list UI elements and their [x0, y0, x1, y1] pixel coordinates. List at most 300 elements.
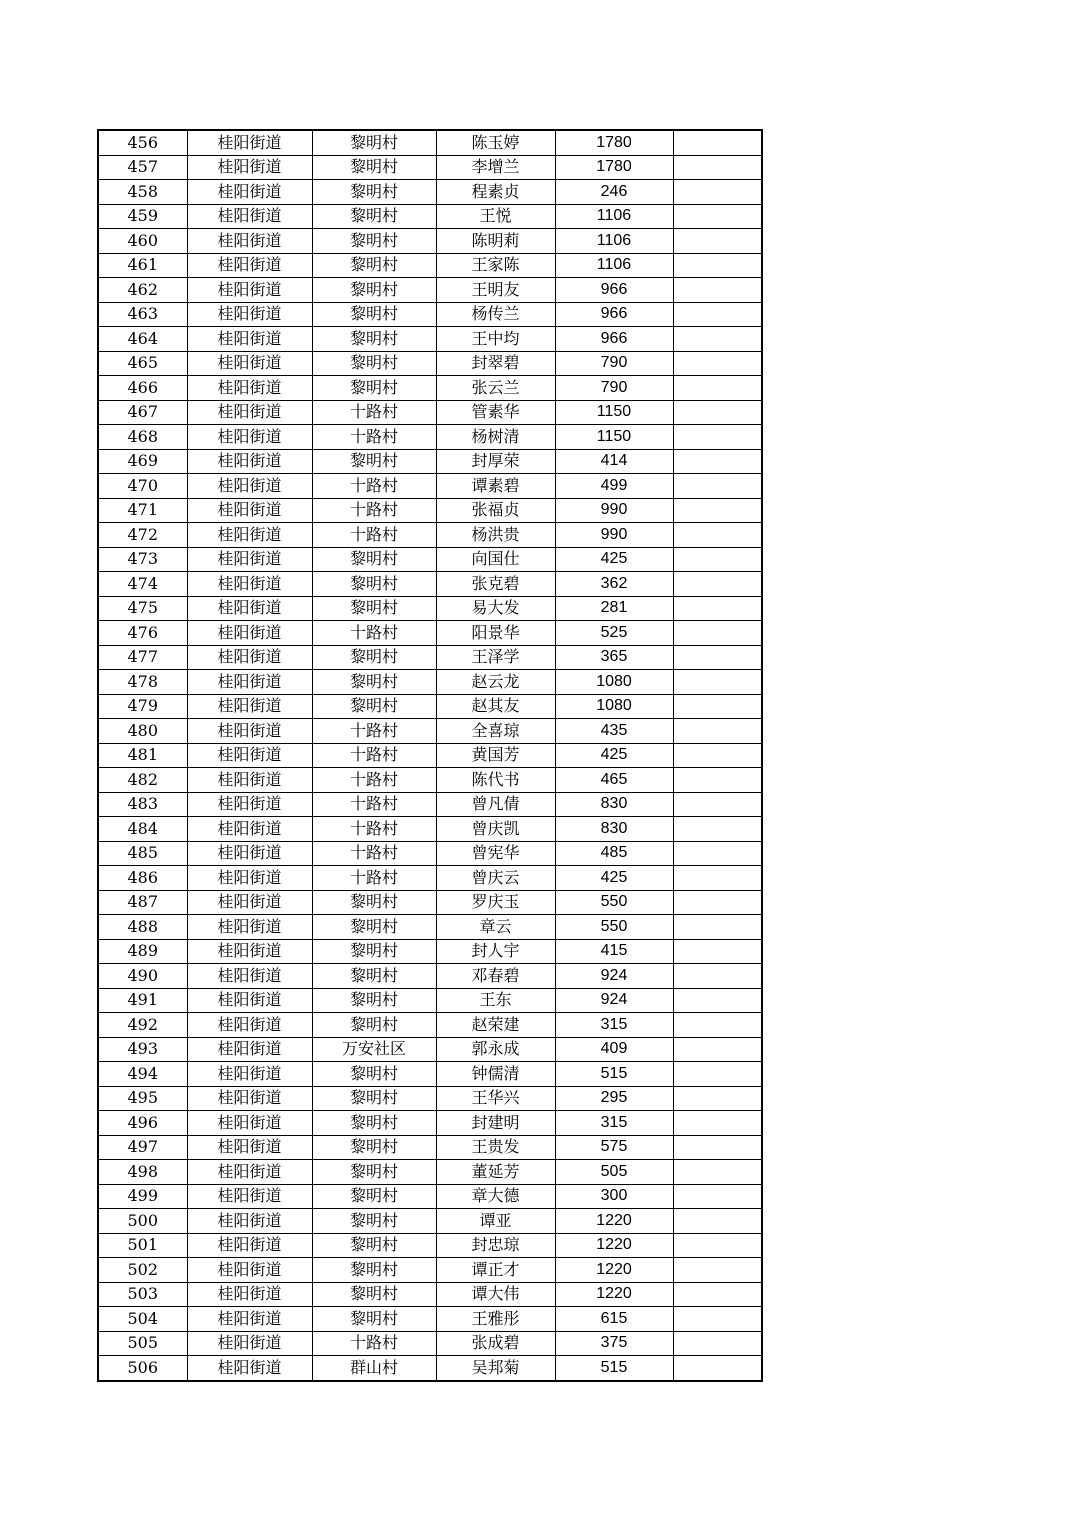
table-row [98, 988, 762, 1013]
table-row [98, 327, 762, 352]
row-number-cell: 498 [98, 1160, 187, 1185]
empty-cell [673, 1307, 762, 1332]
row-number-cell: 471 [98, 498, 187, 523]
person-name-cell: 吴邦菊 [436, 1356, 555, 1381]
empty-cell [673, 915, 762, 940]
empty-cell [673, 155, 762, 180]
table-row [98, 1184, 762, 1209]
village-cell: 黎明村 [312, 964, 436, 989]
data-table [97, 129, 763, 1382]
empty-cell [673, 180, 762, 205]
street-cell: 桂阳街道 [187, 621, 312, 646]
amount-cell: 830 [555, 817, 673, 842]
row-number-cell: 484 [98, 817, 187, 842]
amount-cell: 246 [555, 180, 673, 205]
person-name-cell: 曾宪华 [436, 841, 555, 866]
village-cell: 黎明村 [312, 1135, 436, 1160]
person-name-cell: 王中均 [436, 327, 555, 352]
table-row [98, 694, 762, 719]
amount-cell: 300 [555, 1184, 673, 1209]
table-row [98, 351, 762, 376]
person-name-cell: 陈代书 [436, 768, 555, 793]
empty-cell [673, 1013, 762, 1038]
street-cell: 桂阳街道 [187, 768, 312, 793]
empty-cell [673, 1356, 762, 1381]
street-cell: 桂阳街道 [187, 1086, 312, 1111]
street-cell: 桂阳街道 [187, 694, 312, 719]
street-cell: 桂阳街道 [187, 155, 312, 180]
village-cell: 十路村 [312, 474, 436, 499]
amount-cell: 790 [555, 351, 673, 376]
empty-cell [673, 841, 762, 866]
village-cell: 黎明村 [312, 278, 436, 303]
street-cell: 桂阳街道 [187, 523, 312, 548]
empty-cell [673, 988, 762, 1013]
person-name-cell: 王悦 [436, 204, 555, 229]
village-cell: 黎明村 [312, 253, 436, 278]
table-row [98, 204, 762, 229]
empty-cell [673, 327, 762, 352]
village-cell: 黎明村 [312, 229, 436, 254]
village-cell: 十路村 [312, 1331, 436, 1356]
amount-cell: 1150 [555, 425, 673, 450]
empty-cell [673, 768, 762, 793]
amount-cell: 315 [555, 1013, 673, 1038]
empty-cell [673, 1135, 762, 1160]
person-name-cell: 章大德 [436, 1184, 555, 1209]
person-name-cell: 谭正才 [436, 1258, 555, 1283]
table-row [98, 155, 762, 180]
street-cell: 桂阳街道 [187, 645, 312, 670]
empty-cell [673, 425, 762, 450]
village-cell: 黎明村 [312, 376, 436, 401]
empty-cell [673, 596, 762, 621]
empty-cell [673, 939, 762, 964]
person-name-cell: 王明友 [436, 278, 555, 303]
row-number-cell: 463 [98, 302, 187, 327]
row-number-cell: 482 [98, 768, 187, 793]
amount-cell: 1106 [555, 204, 673, 229]
row-number-cell: 461 [98, 253, 187, 278]
amount-cell: 1080 [555, 670, 673, 695]
amount-cell: 414 [555, 449, 673, 474]
row-number-cell: 477 [98, 645, 187, 670]
empty-cell [673, 964, 762, 989]
street-cell: 桂阳街道 [187, 253, 312, 278]
table-row [98, 130, 762, 155]
row-number-cell: 486 [98, 866, 187, 891]
village-cell: 黎明村 [312, 1282, 436, 1307]
person-name-cell: 赵荣建 [436, 1013, 555, 1038]
street-cell: 桂阳街道 [187, 180, 312, 205]
street-cell: 桂阳街道 [187, 425, 312, 450]
person-name-cell: 陈玉婷 [436, 130, 555, 155]
row-number-cell: 462 [98, 278, 187, 303]
village-cell: 黎明村 [312, 130, 436, 155]
person-name-cell: 封厚荣 [436, 449, 555, 474]
street-cell: 桂阳街道 [187, 596, 312, 621]
person-name-cell: 杨传兰 [436, 302, 555, 327]
village-cell: 黎明村 [312, 572, 436, 597]
amount-cell: 485 [555, 841, 673, 866]
amount-cell: 409 [555, 1037, 673, 1062]
row-number-cell: 495 [98, 1086, 187, 1111]
street-cell: 桂阳街道 [187, 1013, 312, 1038]
table-row [98, 278, 762, 303]
table-row [98, 645, 762, 670]
row-number-cell: 476 [98, 621, 187, 646]
village-cell: 黎明村 [312, 1160, 436, 1185]
empty-cell [673, 1331, 762, 1356]
person-name-cell: 邓春碧 [436, 964, 555, 989]
street-cell: 桂阳街道 [187, 204, 312, 229]
amount-cell: 615 [555, 1307, 673, 1332]
empty-cell [673, 792, 762, 817]
table-row [98, 400, 762, 425]
table-row [98, 1356, 762, 1381]
village-cell: 黎明村 [312, 204, 436, 229]
street-cell: 桂阳街道 [187, 719, 312, 744]
person-name-cell: 赵其友 [436, 694, 555, 719]
village-cell: 黎明村 [312, 939, 436, 964]
street-cell: 桂阳街道 [187, 229, 312, 254]
empty-cell [673, 449, 762, 474]
street-cell: 桂阳街道 [187, 572, 312, 597]
village-cell: 黎明村 [312, 915, 436, 940]
person-name-cell: 封建明 [436, 1111, 555, 1136]
table-row [98, 523, 762, 548]
amount-cell: 1220 [555, 1233, 673, 1258]
table-row [98, 1013, 762, 1038]
empty-cell [673, 1111, 762, 1136]
empty-cell [673, 351, 762, 376]
street-cell: 桂阳街道 [187, 939, 312, 964]
person-name-cell: 杨树清 [436, 425, 555, 450]
person-name-cell: 阳景华 [436, 621, 555, 646]
village-cell: 十路村 [312, 768, 436, 793]
village-cell: 黎明村 [312, 1062, 436, 1087]
amount-cell: 966 [555, 302, 673, 327]
row-number-cell: 496 [98, 1111, 187, 1136]
person-name-cell: 向国仕 [436, 547, 555, 572]
village-cell: 黎明村 [312, 1184, 436, 1209]
amount-cell: 281 [555, 596, 673, 621]
village-cell: 十路村 [312, 498, 436, 523]
village-cell: 十路村 [312, 792, 436, 817]
table-row [98, 939, 762, 964]
amount-cell: 515 [555, 1062, 673, 1087]
empty-cell [673, 278, 762, 303]
village-cell: 黎明村 [312, 1233, 436, 1258]
village-cell: 十路村 [312, 866, 436, 891]
table-row [98, 572, 762, 597]
person-name-cell: 管素华 [436, 400, 555, 425]
amount-cell: 465 [555, 768, 673, 793]
person-name-cell: 张成碧 [436, 1331, 555, 1356]
person-name-cell: 谭大伟 [436, 1282, 555, 1307]
row-number-cell: 479 [98, 694, 187, 719]
person-name-cell: 杨洪贵 [436, 523, 555, 548]
person-name-cell: 王东 [436, 988, 555, 1013]
amount-cell: 924 [555, 964, 673, 989]
street-cell: 桂阳街道 [187, 1307, 312, 1332]
amount-cell: 1220 [555, 1282, 673, 1307]
village-cell: 十路村 [312, 743, 436, 768]
amount-cell: 1220 [555, 1209, 673, 1234]
row-number-cell: 489 [98, 939, 187, 964]
row-number-cell: 470 [98, 474, 187, 499]
village-cell: 十路村 [312, 621, 436, 646]
village-cell: 黎明村 [312, 302, 436, 327]
table-row [98, 1037, 762, 1062]
village-cell: 十路村 [312, 719, 436, 744]
street-cell: 桂阳街道 [187, 1258, 312, 1283]
table-row [98, 1307, 762, 1332]
empty-cell [673, 890, 762, 915]
amount-cell: 966 [555, 278, 673, 303]
empty-cell [673, 1037, 762, 1062]
table-row [98, 596, 762, 621]
table-row [98, 670, 762, 695]
amount-cell: 966 [555, 327, 673, 352]
empty-cell [673, 1258, 762, 1283]
amount-cell: 435 [555, 719, 673, 744]
table-row [98, 1282, 762, 1307]
person-name-cell: 封翠碧 [436, 351, 555, 376]
street-cell: 桂阳街道 [187, 1209, 312, 1234]
village-cell: 黎明村 [312, 547, 436, 572]
village-cell: 十路村 [312, 841, 436, 866]
row-number-cell: 472 [98, 523, 187, 548]
amount-cell: 425 [555, 743, 673, 768]
village-cell: 黎明村 [312, 988, 436, 1013]
table-row [98, 498, 762, 523]
amount-cell: 1780 [555, 130, 673, 155]
amount-cell: 1220 [555, 1258, 673, 1283]
row-number-cell: 492 [98, 1013, 187, 1038]
village-cell: 黎明村 [312, 180, 436, 205]
row-number-cell: 480 [98, 719, 187, 744]
row-number-cell: 503 [98, 1282, 187, 1307]
person-name-cell: 曾庆凯 [436, 817, 555, 842]
row-number-cell: 467 [98, 400, 187, 425]
street-cell: 桂阳街道 [187, 1062, 312, 1087]
amount-cell: 550 [555, 915, 673, 940]
row-number-cell: 483 [98, 792, 187, 817]
street-cell: 桂阳街道 [187, 278, 312, 303]
row-number-cell: 500 [98, 1209, 187, 1234]
street-cell: 桂阳街道 [187, 743, 312, 768]
amount-cell: 425 [555, 547, 673, 572]
village-cell: 黎明村 [312, 327, 436, 352]
street-cell: 桂阳街道 [187, 866, 312, 891]
row-number-cell: 473 [98, 547, 187, 572]
person-name-cell: 王华兴 [436, 1086, 555, 1111]
empty-cell [673, 474, 762, 499]
amount-cell: 425 [555, 866, 673, 891]
empty-cell [673, 130, 762, 155]
amount-cell: 499 [555, 474, 673, 499]
row-number-cell: 497 [98, 1135, 187, 1160]
table-row [98, 792, 762, 817]
table-row [98, 1209, 762, 1234]
table-row [98, 768, 762, 793]
empty-cell [673, 302, 762, 327]
person-name-cell: 钟儒清 [436, 1062, 555, 1087]
street-cell: 桂阳街道 [187, 1135, 312, 1160]
empty-cell [673, 547, 762, 572]
table-row [98, 180, 762, 205]
street-cell: 桂阳街道 [187, 1331, 312, 1356]
table-row [98, 425, 762, 450]
person-name-cell: 曾凡倩 [436, 792, 555, 817]
row-number-cell: 464 [98, 327, 187, 352]
village-cell: 黎明村 [312, 351, 436, 376]
amount-cell: 1106 [555, 229, 673, 254]
row-number-cell: 475 [98, 596, 187, 621]
amount-cell: 1080 [555, 694, 673, 719]
empty-cell [673, 523, 762, 548]
table-row [98, 1160, 762, 1185]
village-cell: 黎明村 [312, 1086, 436, 1111]
street-cell: 桂阳街道 [187, 988, 312, 1013]
table-row [98, 474, 762, 499]
amount-cell: 575 [555, 1135, 673, 1160]
person-name-cell: 陈明莉 [436, 229, 555, 254]
amount-cell: 365 [555, 645, 673, 670]
row-number-cell: 502 [98, 1258, 187, 1283]
row-number-cell: 485 [98, 841, 187, 866]
village-cell: 十路村 [312, 400, 436, 425]
table-row [98, 719, 762, 744]
street-cell: 桂阳街道 [187, 890, 312, 915]
street-cell: 桂阳街道 [187, 1160, 312, 1185]
table-row [98, 449, 762, 474]
table-row [98, 964, 762, 989]
person-name-cell: 封忠琼 [436, 1233, 555, 1258]
person-name-cell: 王贵发 [436, 1135, 555, 1160]
amount-cell: 515 [555, 1356, 673, 1381]
person-name-cell: 曾庆云 [436, 866, 555, 891]
empty-cell [673, 670, 762, 695]
empty-cell [673, 400, 762, 425]
village-cell: 黎明村 [312, 1307, 436, 1332]
row-number-cell: 505 [98, 1331, 187, 1356]
person-name-cell: 郭永成 [436, 1037, 555, 1062]
person-name-cell: 谭亚 [436, 1209, 555, 1234]
empty-cell [673, 645, 762, 670]
row-number-cell: 494 [98, 1062, 187, 1087]
row-number-cell: 459 [98, 204, 187, 229]
row-number-cell: 506 [98, 1356, 187, 1381]
village-cell: 黎明村 [312, 155, 436, 180]
street-cell: 桂阳街道 [187, 841, 312, 866]
empty-cell [673, 1086, 762, 1111]
table-row [98, 253, 762, 278]
row-number-cell: 458 [98, 180, 187, 205]
street-cell: 桂阳街道 [187, 670, 312, 695]
row-number-cell: 460 [98, 229, 187, 254]
village-cell: 黎明村 [312, 1209, 436, 1234]
empty-cell [673, 572, 762, 597]
amount-cell: 375 [555, 1331, 673, 1356]
street-cell: 桂阳街道 [187, 792, 312, 817]
street-cell: 桂阳街道 [187, 474, 312, 499]
empty-cell [673, 694, 762, 719]
table-row [98, 1233, 762, 1258]
village-cell: 黎明村 [312, 1013, 436, 1038]
amount-cell: 830 [555, 792, 673, 817]
street-cell: 桂阳街道 [187, 302, 312, 327]
empty-cell [673, 253, 762, 278]
village-cell: 黎明村 [312, 645, 436, 670]
street-cell: 桂阳街道 [187, 327, 312, 352]
amount-cell: 990 [555, 523, 673, 548]
row-number-cell: 501 [98, 1233, 187, 1258]
table-row [98, 1111, 762, 1136]
table-row [98, 621, 762, 646]
table-row [98, 890, 762, 915]
empty-cell [673, 498, 762, 523]
table-row [98, 547, 762, 572]
amount-cell: 415 [555, 939, 673, 964]
row-number-cell: 488 [98, 915, 187, 940]
amount-cell: 315 [555, 1111, 673, 1136]
village-cell: 十路村 [312, 523, 436, 548]
amount-cell: 1106 [555, 253, 673, 278]
amount-cell: 362 [555, 572, 673, 597]
person-name-cell: 罗庆玉 [436, 890, 555, 915]
table-row [98, 1135, 762, 1160]
table-row [98, 229, 762, 254]
empty-cell [673, 229, 762, 254]
amount-cell: 924 [555, 988, 673, 1013]
village-cell: 黎明村 [312, 670, 436, 695]
person-name-cell: 全喜琼 [436, 719, 555, 744]
amount-cell: 990 [555, 498, 673, 523]
amount-cell: 790 [555, 376, 673, 401]
person-name-cell: 易大发 [436, 596, 555, 621]
amount-cell: 550 [555, 890, 673, 915]
empty-cell [673, 376, 762, 401]
street-cell: 桂阳街道 [187, 130, 312, 155]
amount-cell: 295 [555, 1086, 673, 1111]
street-cell: 桂阳街道 [187, 915, 312, 940]
village-cell: 十路村 [312, 817, 436, 842]
amount-cell: 505 [555, 1160, 673, 1185]
street-cell: 桂阳街道 [187, 449, 312, 474]
person-name-cell: 董延芳 [436, 1160, 555, 1185]
amount-cell: 525 [555, 621, 673, 646]
street-cell: 桂阳街道 [187, 498, 312, 523]
person-name-cell: 张福贞 [436, 498, 555, 523]
table-row [98, 743, 762, 768]
person-name-cell: 王雅彤 [436, 1307, 555, 1332]
person-name-cell: 王家陈 [436, 253, 555, 278]
person-name-cell: 赵云龙 [436, 670, 555, 695]
empty-cell [673, 719, 762, 744]
empty-cell [673, 1282, 762, 1307]
row-number-cell: 468 [98, 425, 187, 450]
table-row [98, 915, 762, 940]
person-name-cell: 封人宇 [436, 939, 555, 964]
person-name-cell: 张克碧 [436, 572, 555, 597]
empty-cell [673, 1160, 762, 1185]
empty-cell [673, 1233, 762, 1258]
row-number-cell: 499 [98, 1184, 187, 1209]
street-cell: 桂阳街道 [187, 817, 312, 842]
row-number-cell: 478 [98, 670, 187, 695]
